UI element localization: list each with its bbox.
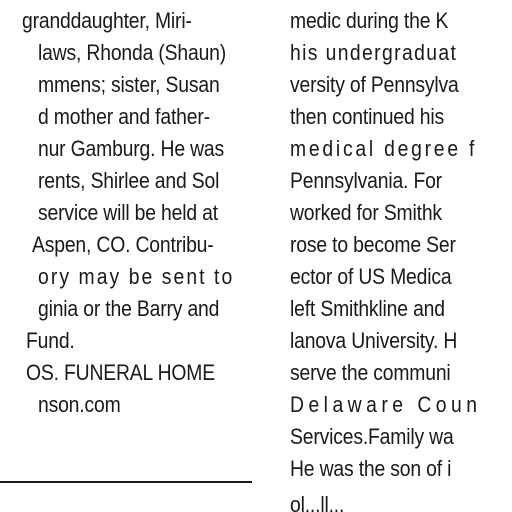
text-line: Fund.: [26, 328, 75, 353]
text-line: He was the son of i: [290, 456, 452, 481]
obituary-left-column: [0, 0, 252, 512]
text-line: then continued his: [290, 104, 444, 129]
text-line: rose to become Ser: [290, 232, 456, 257]
text-line: nur Gamburg. He was: [38, 136, 225, 161]
obituary-right-column: [290, 0, 512, 512]
text-line: granddaughter, Miri-: [22, 8, 192, 33]
text-line: his undergraduat: [290, 40, 458, 65]
text-line: medic during the K: [290, 8, 449, 33]
text-line: ory may be sent to: [38, 264, 235, 289]
text-line: d mother and father-: [38, 104, 210, 129]
text-line: medical degree f: [290, 136, 478, 161]
text-line: worked for Smithk: [290, 200, 442, 225]
text-line: laws, Rhonda (Shaun): [38, 40, 227, 65]
text-line: ol...ll...: [290, 492, 345, 512]
text-line: service will be held at: [38, 200, 218, 225]
section-divider: [0, 481, 252, 483]
funeral-home-website: nson.com: [38, 392, 121, 417]
funeral-home-name: OS. FUNERAL HOME: [26, 360, 215, 385]
text-line: serve the communi: [290, 360, 451, 385]
text-line: rents, Shirlee and Sol: [38, 168, 220, 193]
text-line: ector of US Medica: [290, 264, 452, 289]
text-line: ginia or the Barry and: [38, 296, 220, 321]
text-line: Delaware Coun: [290, 392, 482, 417]
text-line: versity of Pennsylva: [290, 72, 459, 97]
text-line: lanova University. H: [290, 328, 458, 353]
text-line: mmens; sister, Susan: [38, 72, 220, 97]
text-line: Pennsylvania. For: [290, 168, 442, 193]
text-line: Services.Family wa: [290, 424, 454, 449]
text-line: Aspen, CO. Contribu-: [32, 232, 214, 257]
text-line: left Smithkline and: [290, 296, 445, 321]
